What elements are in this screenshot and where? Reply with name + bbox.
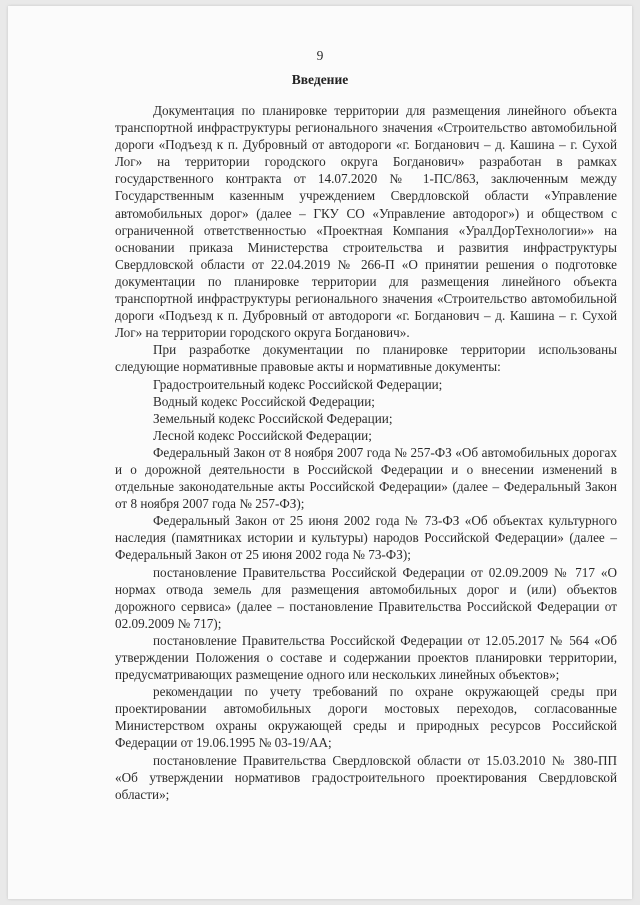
list-item: Градостроительный кодекс Российской Федерации; xyxy=(153,376,443,392)
list-item: Земельный кодекс Российской Федерации; xyxy=(153,410,393,426)
document-page xyxy=(8,6,632,899)
paragraph: При разработке документации по планировке территории использованы следующие нормативные правовые акты и нормативные документы: xyxy=(115,342,617,375)
list-item: Лесной кодекс Российской Федерации; xyxy=(153,427,372,443)
list-item: Федеральный Закон от 8 ноября 2007 года № 257-ФЗ «Об автомобильных дорогах и о дорожной деятельности в Российской Федерации и о внесении изменений в отдельные законодательные акты Российской Федерации» (далее – Федеральный Закон от 8 ноября 2007 года № 257-ФЗ); xyxy=(115,444,617,512)
paragraph: Документация по планировке территории для размещения линейного объекта транспортной инфраструктуры регионального значения «Строительство автомобильной дороги «Подъезд к п. Дубровный от автодороги «г. Богданович – д. Кашина – г. Сухой Лог» на территории городского округа Богданович» разработан в рамках государственного контракта от 14.07.2020 № 1-ПС/863, заключенным между Государственным казенным учреждением Свердловской области «Управление автомобильных дорог» (далее – ГКУ СО «Управление автодорог») и обществом с ограниченной ответственностью «Проектная Компания «УралДорТехнологии»» на основании приказа Министерства строительства и развития инфраструктуры Свердловской области от 22.04.2019 № 266-П «О принятии решения о подготовке документации по планировке территории для размещения линейного объекта транспортной инфраструктуры регионального значения «Строительство автомобильной дороги «Подъезд к п. Дубровный от автодороги «г. Богданович – д. Кашина – г. Сухой Лог» на территории городского округа Богданович». xyxy=(115,103,617,341)
list-item: постановление Правительства Российской Федерации от 12.05.2017 № 564 «Об утверждении Положения о составе и содержании проектов планировки территории, предусматривающих размещение одного или нескольких линейных объектов»; xyxy=(115,632,617,683)
list-item: Водный кодекс Российской Федерации; xyxy=(153,393,375,409)
section-title: Введение xyxy=(291,72,349,87)
list-item: рекомендации по учету требований по охране окружающей среды при проектировании автомобильных дороги мостовых переходов, согласованные Министерством охраны окружающей среды и природных ресурсов Российской Федерации от 19.06.1995 № 03-19/АА; xyxy=(115,684,617,751)
list-item: Федеральный Закон от 25 июня 2002 года № 73-ФЗ «Об объектах культурного наследия (памятниках истории и культуры) народов Российской Федерации» (далее – Федеральный Закон от 25 июня 2002 года № 73-ФЗ); xyxy=(115,513,617,563)
list-item: постановление Правительства Свердловской области от 15.03.2010 № 380-ПП «Об утверждении нормативов градостроительного проектирования Свердловской области»; xyxy=(115,752,617,802)
list-item: постановление Правительства Российской Федерации от 02.09.2009 № 717 «О нормах отвода земель для размещения автомобильных дорог и (или) объектов дорожного сервиса» (далее – постановление Правительства Российской Федерации от 02.09.2009 № 717); xyxy=(115,564,617,631)
page-number: 9 xyxy=(316,48,324,63)
document-body xyxy=(115,102,617,803)
